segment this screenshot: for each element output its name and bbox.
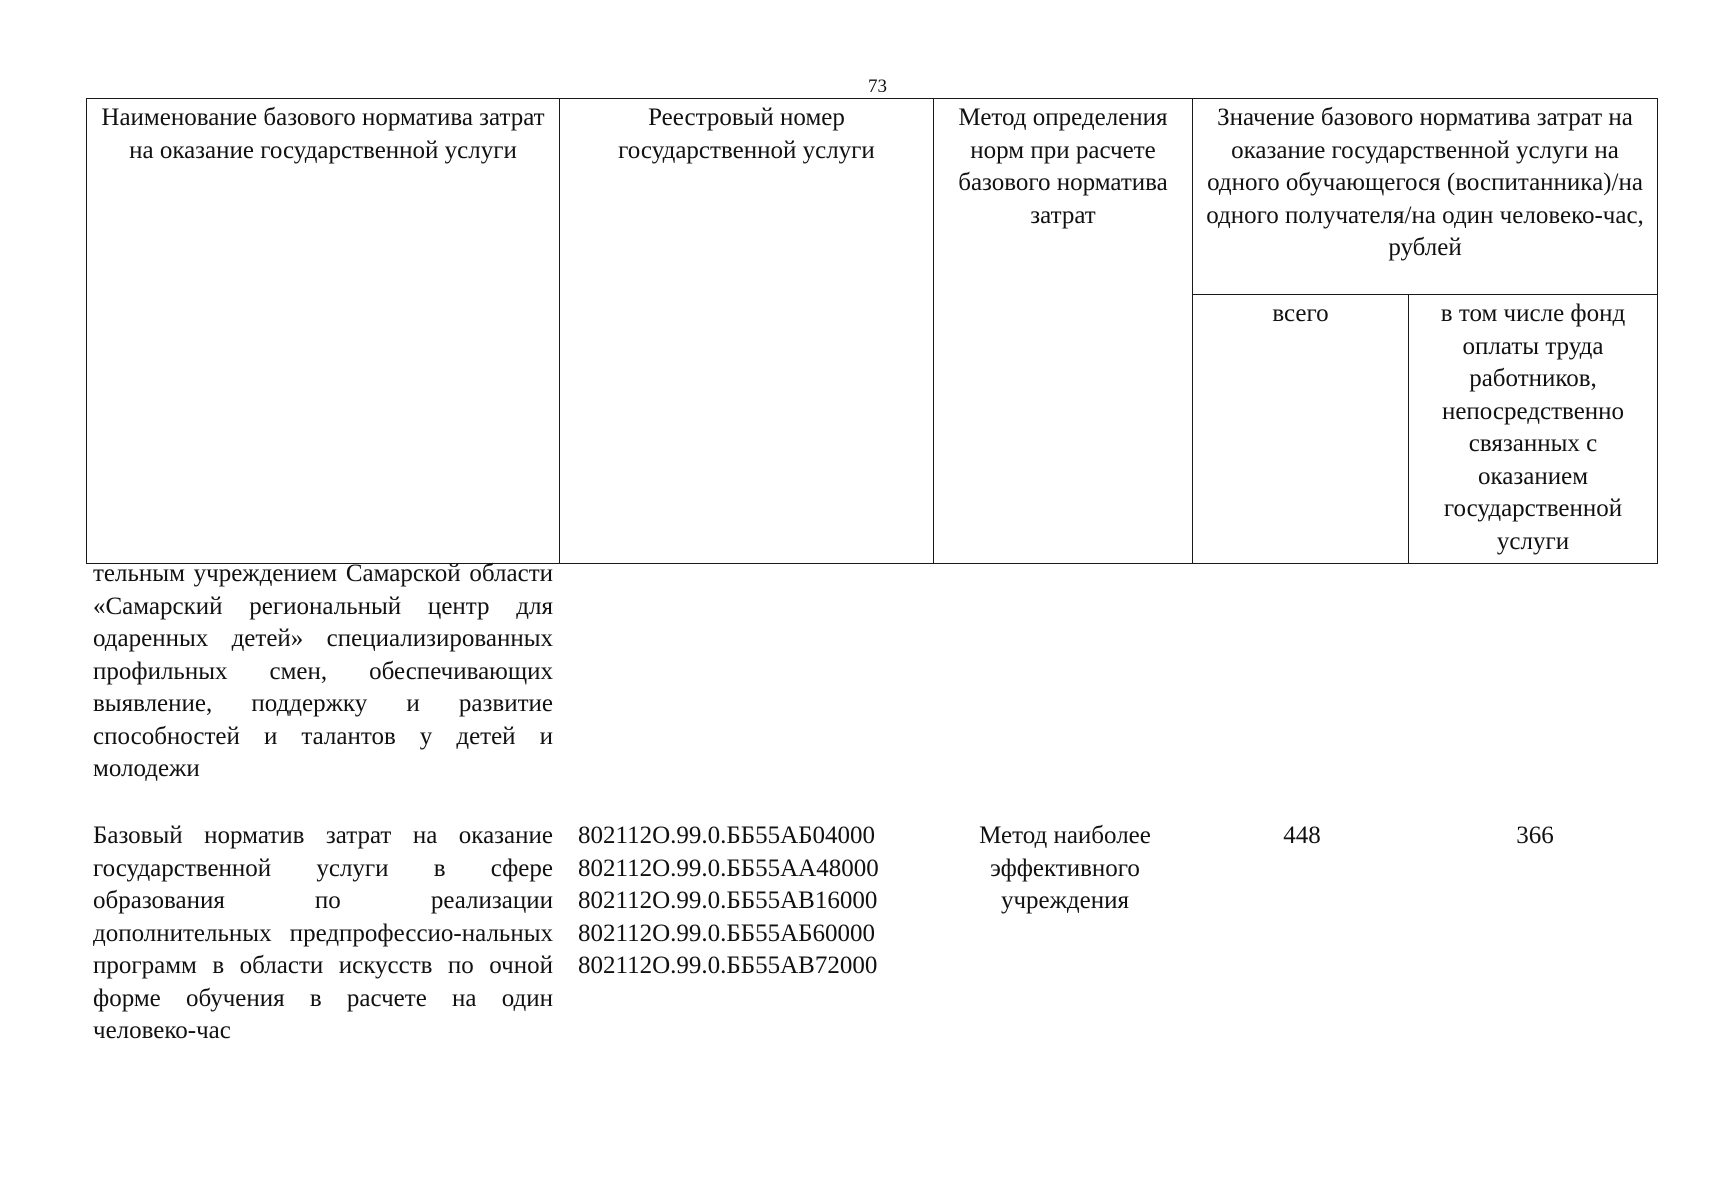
continued-service-text: тельным учреждением Самарской области «Самарский региональный центр для одаренных детей» специализированных профильных смен, обеспечивающих выявление, поддержку и развитие способностей и талантов у детей и молодежи — [93, 560, 553, 782]
registry-code: 802112О.99.0.ББ55АВ72000 — [578, 952, 878, 979]
page-number: 73 — [868, 76, 887, 97]
total-value-cell: 448 — [1283, 822, 1321, 849]
header-name-column: Наименование базового норматива затрат на оказание государственной услуги — [87, 99, 560, 564]
registry-code: 802112О.99.0.ББ55АБ04000 — [578, 822, 875, 849]
registry-code: 802112О.99.0.ББ55АВ16000 — [578, 887, 878, 914]
header-value-column: Значение базового норматива затрат на оказание государственной услуги на одного обучающегося (воспитанника)/на одного получателя/на один человеко-час, рублей — [1193, 99, 1658, 295]
wage-value-cell: 366 — [1516, 822, 1554, 849]
norm-name-cell: Базовый норматив затрат на оказание государственной услуги в сфере образования по реализации дополнительных предпрофессио-нальных программ в области искусств по очной форме обучения в расчете на один человеко-час — [93, 822, 553, 1044]
header-wage-column: в том числе фонд оплаты труда работников, непосредственно связанных с оказанием государственной услуги — [1409, 295, 1658, 564]
registry-codes-cell — [578, 820, 938, 983]
header-method-column: Метод определения норм при расчете базового норматива затрат — [934, 99, 1193, 564]
method-cell: Метод наиболее эффективного учреждения — [979, 822, 1151, 914]
registry-code: 802112О.99.0.ББ55АБ60000 — [578, 919, 875, 947]
norms-header-table — [86, 98, 1658, 564]
header-total-column: всего — [1193, 295, 1409, 564]
header-registry-column: Реестровый номер государственной услуги — [560, 99, 934, 564]
registry-code: 802112О.99.0.ББ55АА48000 — [578, 854, 879, 882]
